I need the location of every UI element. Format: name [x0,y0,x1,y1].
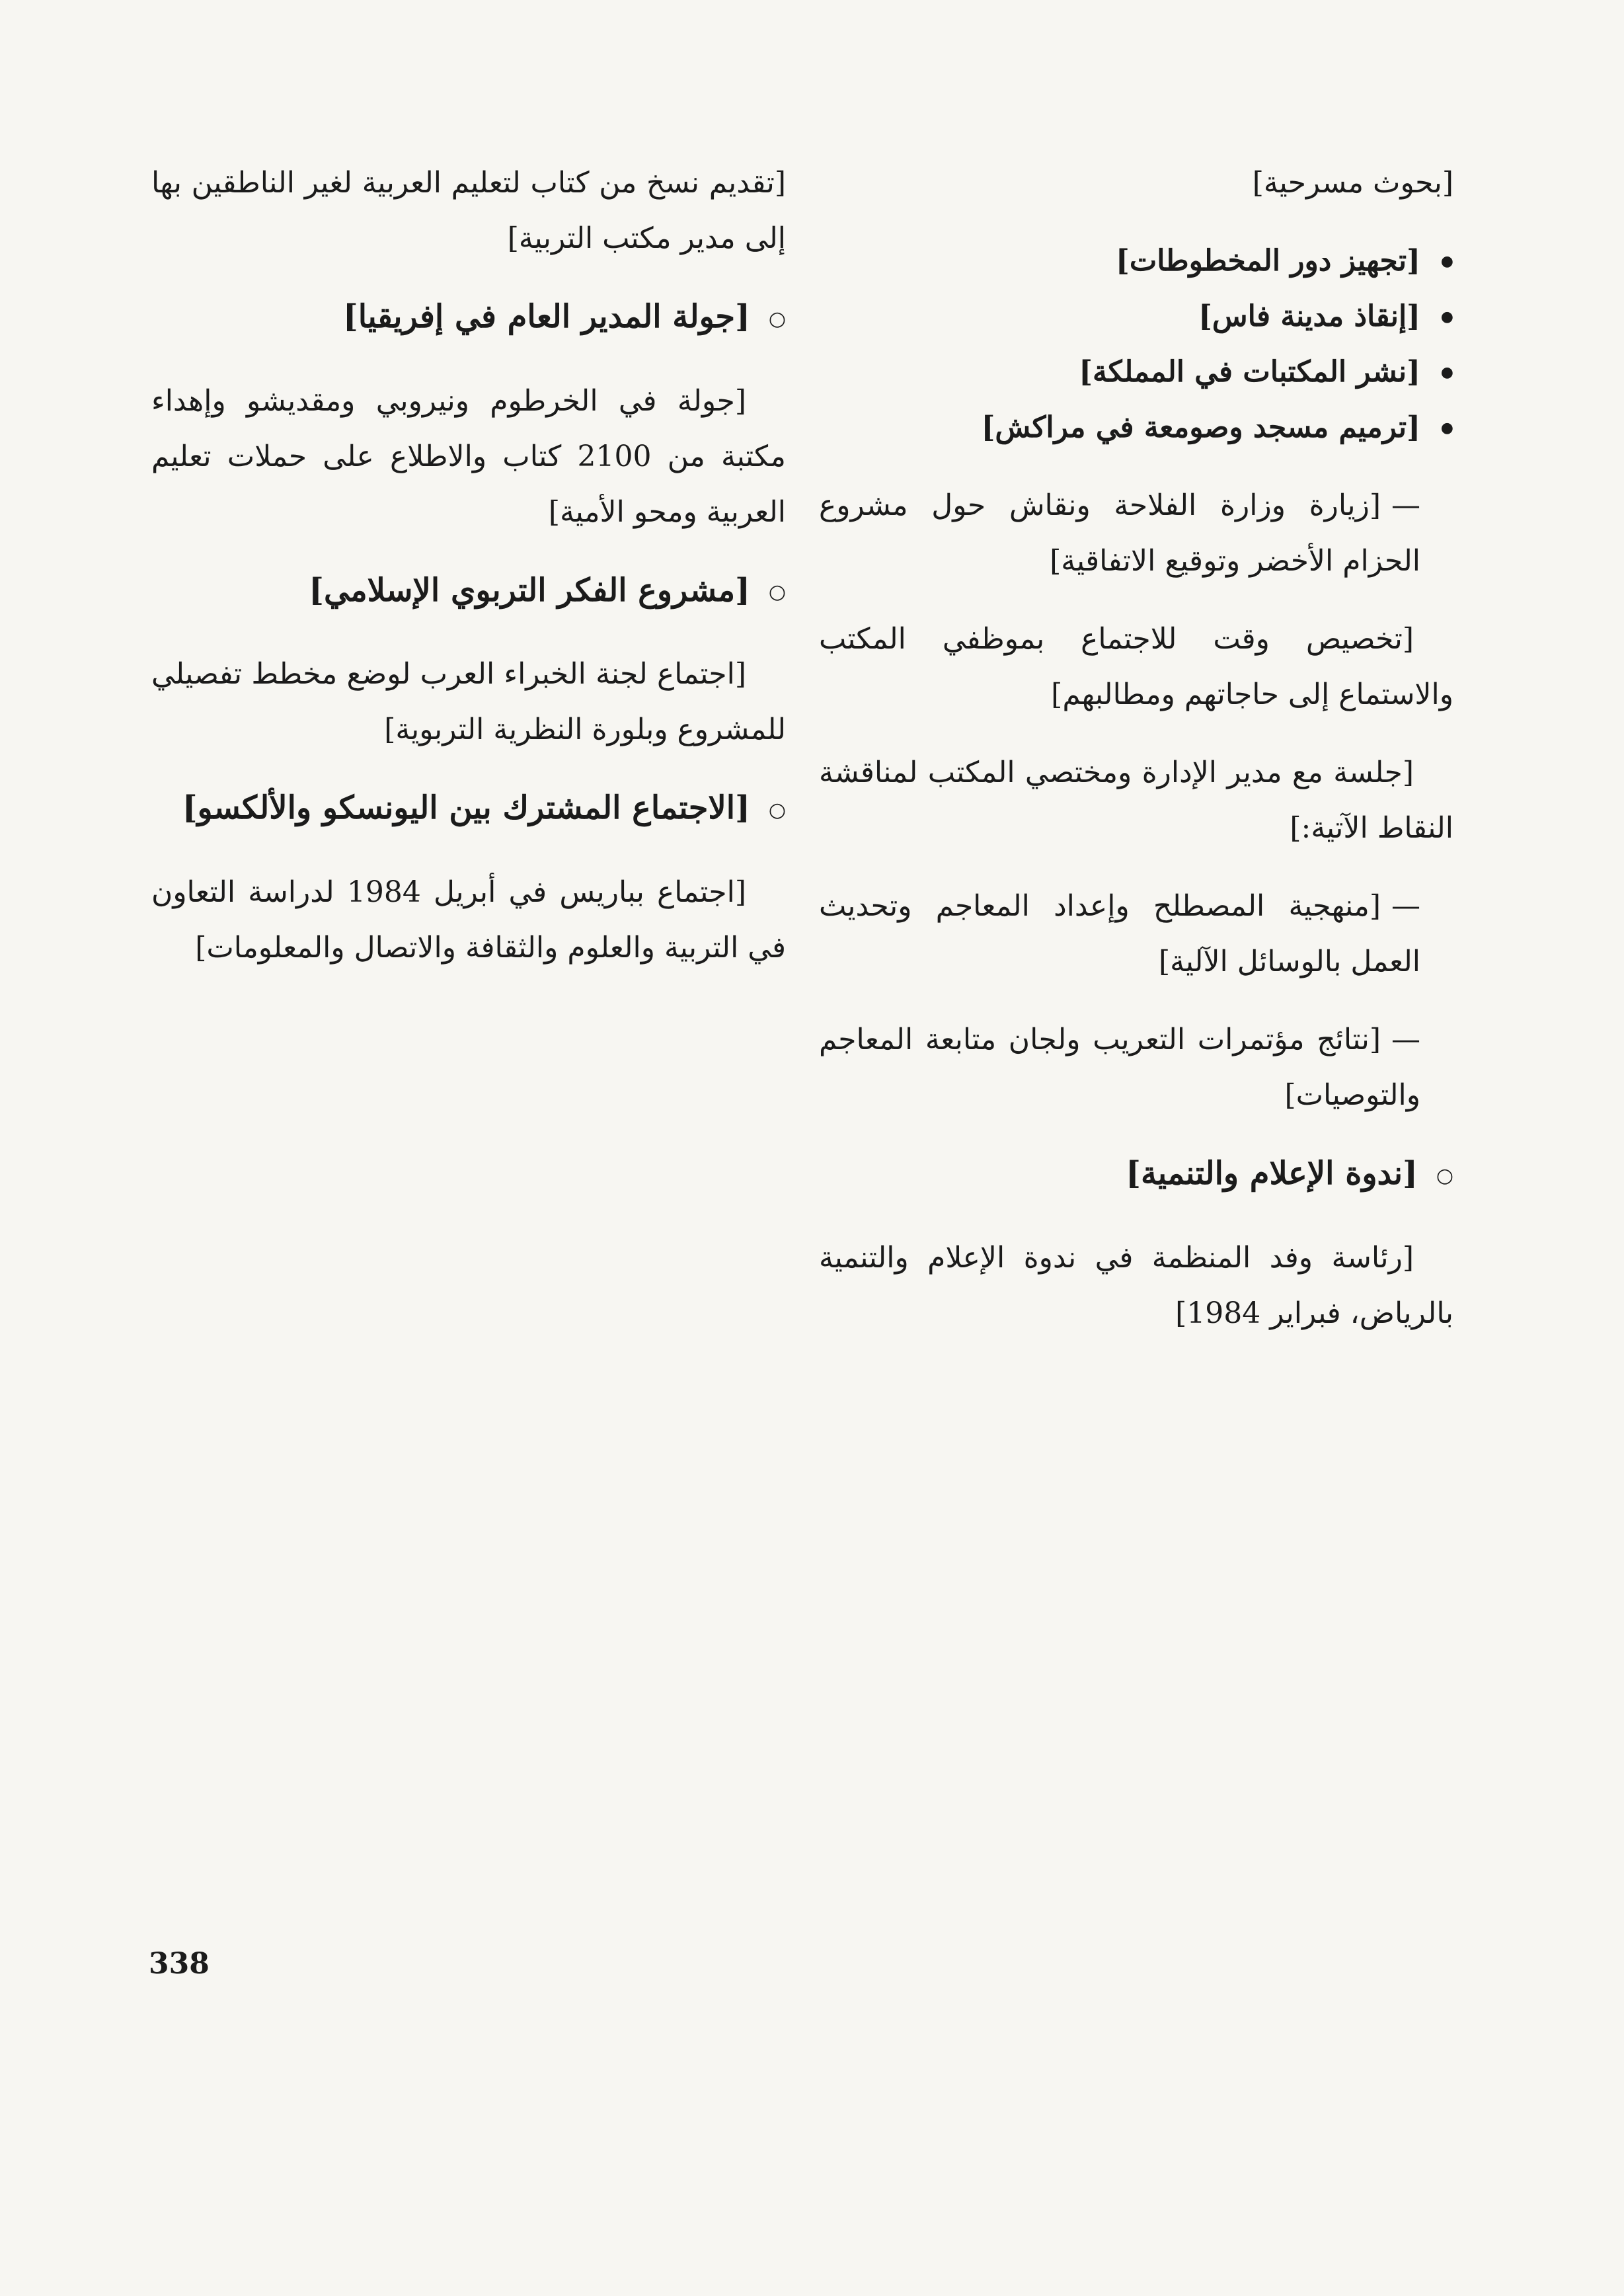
section-heading [819,1146,1453,1204]
right-column [819,155,1453,1364]
section-heading-label: [جولة المدير العام في إفريقيا] [343,298,750,335]
office-visit-paragraph: [تخصيص وقت للاجتماع بموظفي المكتب والاستماع إلى حاجاتهم ومطالبهم] [819,622,1453,711]
project-paragraph: [اجتماع لجنة الخبراء العرب لوضع مخطط تفصيلي للمشروع وبلورة النظرية التربوية] [151,657,786,746]
bullet-item: ● [تجهيز دور المخطوطات] [819,233,1420,289]
page-number: 338 [149,1947,210,1981]
project-bullet-list [819,233,1453,455]
section-heading [151,289,786,347]
meeting-intro-paragraph: [جلسة مع مدير الإدارة ومختصي المكتب لمناقشة النقاط الآتية:] [819,756,1453,845]
bullet-item: ● [إنقاذ مدينة فاس] [819,289,1420,344]
circle-bullet-icon: ○ [768,798,786,822]
bullet-item: ● [نشر المكتبات في المملكة] [819,344,1420,400]
section-heading [151,563,786,621]
unesco-paragraph: [اجتماع بباريس في أبريل 1984 لدراسة التعاون في التربية والعلوم والثقافة والاتصال والمعلومات] [151,875,786,965]
seminar-paragraph: [رئاسة وفد المنظمة في ندوة الإعلام والتنمية بالرياض، فبراير 1984] [819,1240,1453,1330]
dash-item: — [نتائج مؤتمرات التعريب ولجان متابعة المعاجم والتوصيات] [819,1012,1453,1123]
intro-paragraph: [تقديم نسخ من كتاب لتعليم العربية لغير الناطقين بها إلى مدير مكتب التربية] [151,166,786,255]
africa-paragraph: [جولة في الخرطوم ونيروبي ومقديشو وإهداء مكتبة من 2100 كتاب والاطلاع على حملات تعليم العربية ومحو الأمية] [151,383,787,529]
circle-bullet-icon: ○ [768,580,786,604]
dash-item: — [منهجية المصطلح وإعداد المعاجم وتحديث العمل بالوسائل الآلية] [819,879,1453,990]
left-column [151,155,786,998]
ministry-visit-paragraph: — [زيارة وزارة الفلاحة ونقاش حول مشروع الحزام الأخضر وتوقيع الاتفاقية] [819,478,1453,589]
bullet-item: ● [ترميم مسجد وصومعة في مراكش] [819,400,1420,455]
circle-bullet-icon: ○ [768,307,786,331]
section-heading-label: [الاجتماع المشترك بين اليونسكو والألكسو] [182,789,750,826]
intro-line: [بحوث مسرحية] [1252,166,1453,200]
section-heading [151,780,786,838]
circle-bullet-icon: ○ [1436,1164,1453,1187]
section-heading-label: [ندوة الإعلام والتنمية] [1126,1155,1418,1192]
section-heading-label: [مشروع الفكر التربوي الإسلامي] [309,571,750,609]
